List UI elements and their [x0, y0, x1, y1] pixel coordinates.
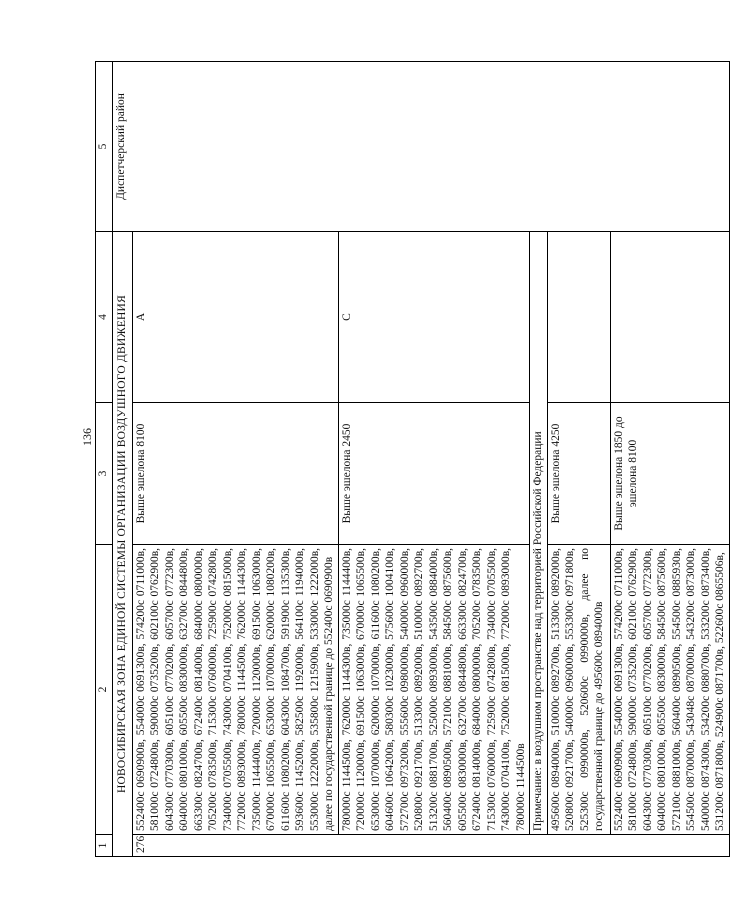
height-limits: Выше эшелона 4250: [547, 403, 610, 545]
unit-name: Диспетчерский район: [113, 62, 730, 232]
column-number-5: 5: [96, 62, 113, 232]
note-text: Примечание: в воздушном пространстве над территорией Российской Федерации: [530, 232, 548, 835]
height-limits: Выше эшелона 2450: [338, 403, 530, 545]
column-number-1: 1: [96, 835, 113, 857]
height-limits: Выше эшелона 8100: [132, 403, 338, 545]
airspace-table: [95, 61, 730, 857]
airspace-class: [610, 232, 729, 403]
entry-number: 276: [132, 835, 729, 857]
page-number: 136: [80, 428, 94, 446]
zone-title-row: [113, 62, 133, 857]
boundary-coordinates: 552400с 0690900в, 554000с 0691300в, 574200с 0711000в, 581000с 0724800в, 590000с 0735200в, 602100с 0762900в, 604300с 0770300в, 605100с 0770200в, 605700с 0772300в, 604000с 0801000в, 605500с 0830000в, 632700с 0844800в, 663300с 0824700в, 672400с 0814000в, 684000с 0800000в, 705200с 0783500в, 715300с 0760000в, 725900с 0742800в, 734000с 0705500в, 743000с 0704100в, 752000с 0815000в, 772000с 0893000в, 780000с 1144500в, 762000с 1144300в, 735000с 1144400в, 720000с 1120000в, 691500с 1063000в, 670000с 1065500в, 653000с 1070000в, 620000с 1080200в, 611600с 1080200в, 604300с 1084700в, 591900с 1135300в, 593600с 1145200в, 582500с 1192000в, 564100с 1194000в, 553000с 1222000в, 535800с 1215900в, 533000с 1222000в, далее по государственной границе до 552400с 0690900в: [132, 545, 338, 835]
airspace-class: C: [338, 232, 530, 403]
boundary-coordinates: 495600с 0894000в, 510000с 0892700в, 513300с 0892000в, 520800с 0921700в, 540000с 0960000в, 553300с 0971800в, 525300с 0990000в, 520600с 0990000в, далее по государственной границе до 495600с 0894000в: [547, 545, 610, 835]
boundary-coordinates: 552400с 0690900в, 554000с 0691300в, 574200с 0711000в, 581000с 0724800в, 590000с 0735200в, 602100с 0762900в, 604300с 0770300в, 605100с 0770200в, 605700с 0772300в, 604000с 0801000в, 605500с 0830000в, 584500с 0875600в, 572100с 0881000в, 560400с 0890500в, 554500с 0885930в, 554500с 0870000в, 543048с 0870000в, 543200с 0873000в, 540000с 0874300в, 534200с 0880700в, 533200с 0873400в, 531200с 0871800в, 524900с 0871700в, 522600с 0865506в,: [610, 545, 729, 835]
rotated-table-page: [95, 62, 726, 857]
airspace-class: [547, 232, 610, 403]
column-number-row: [96, 62, 113, 857]
airspace-class: A: [132, 232, 338, 403]
zone-title: НОВОСИБИРСКАЯ ЗОНА ЕДИНОЙ СИСТЕМЫ ОРГАНИЗАЦИИ ВОЗДУШНОГО ДВИЖЕНИЯ: [113, 232, 133, 857]
column-number-4: 4: [96, 232, 113, 403]
column-number-2: 2: [96, 545, 113, 835]
boundary-coordinates: 780000с 1144500в, 762000с 1144300в, 735000с 1144400в, 720000с 1120000в, 691500с 1063000в, 670000с 1065500в, 653000с 1070000в, 620000с 1070000в, 611600с 1080200в, 604600с 1064200в, 580300с 1023000в, 575600с 1004100в, 572700с 0973200в, 555600с 0980000в, 540000с 0960000в, 520800с 0921700в, 513300с 0892000в, 510000с 0892700в, 513200с 0881700в, 525000с 0893000в, 543500с 0884000в, 560400с 0890500в, 572100с 0881000в, 584500с 0875600в, 605500с 0830000в, 632700с 0844800в, 663300с 0824700в, 672400с 0814000в, 684000с 0800000в, 705200с 0783500в, 715300с 0760000в, 725900с 0742800в, 734000с 0705500в, 743000с 0704100в, 752000с 0815000в, 772000с 0893000в, 780000с 1144500в: [338, 545, 530, 835]
column-number-3: 3: [96, 403, 113, 545]
height-limits: Выше эшелона 1850 до эшелона 8100: [610, 403, 729, 545]
